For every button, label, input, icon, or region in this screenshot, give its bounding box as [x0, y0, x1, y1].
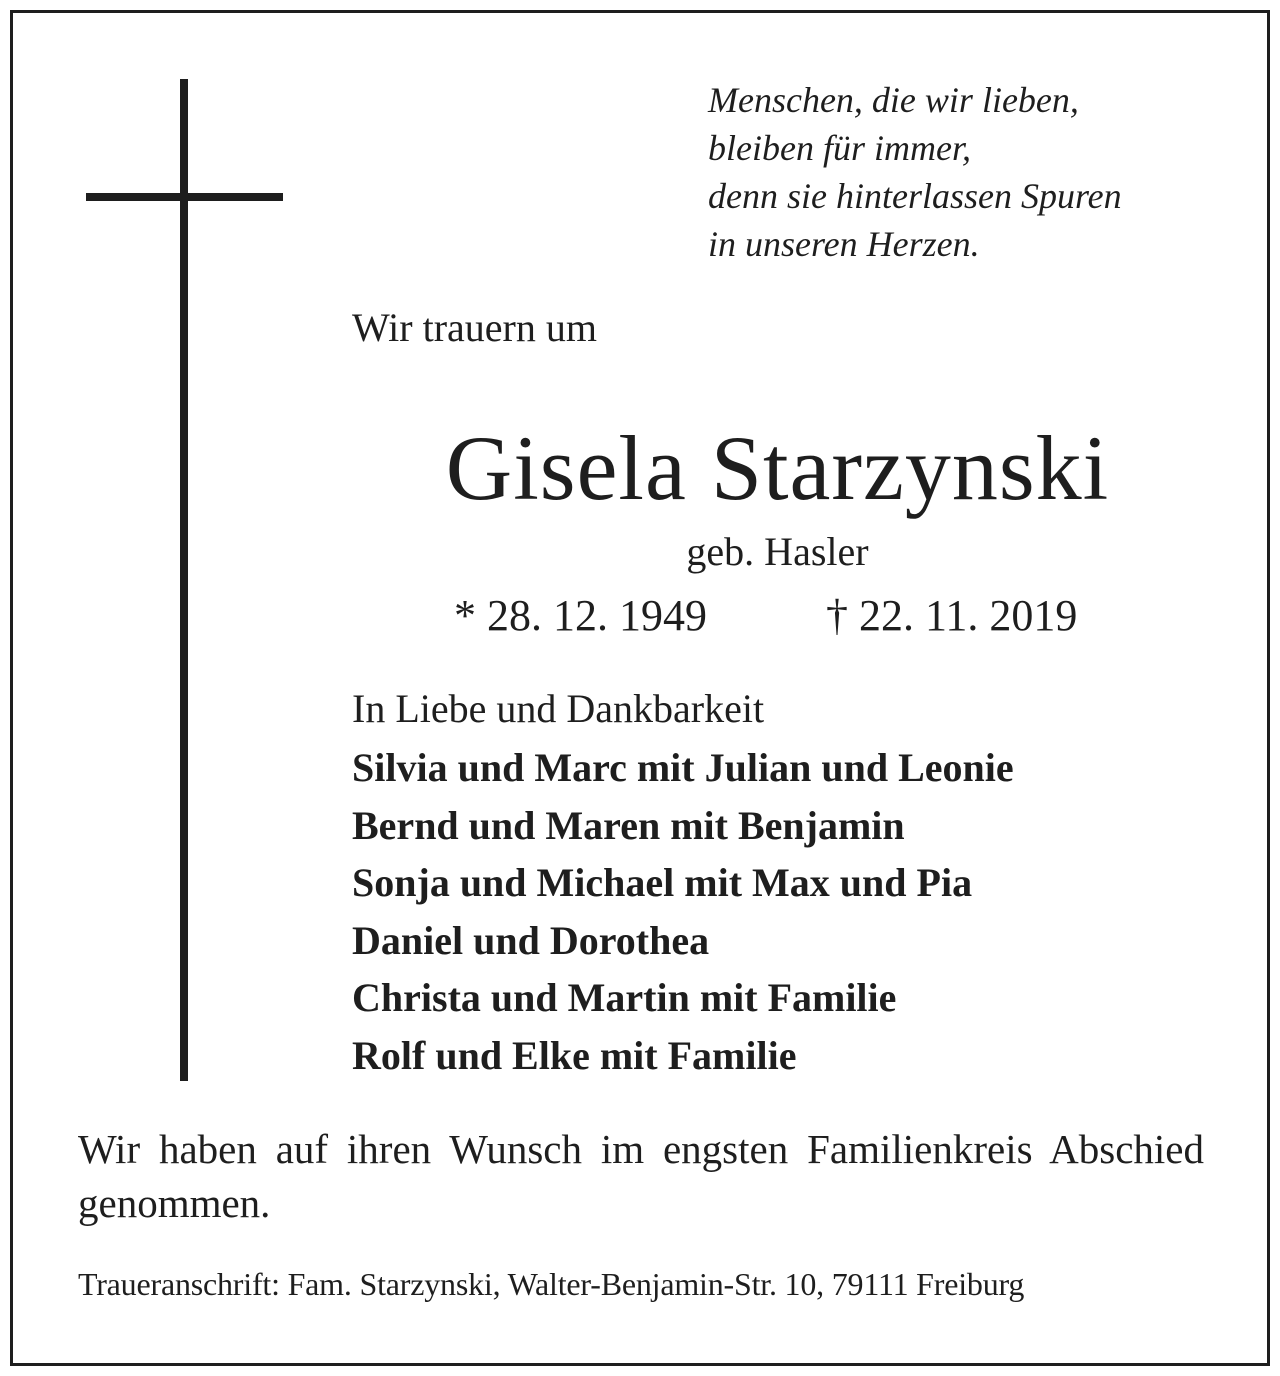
maiden-name: geb. Hasler — [686, 529, 869, 574]
mourning-intro: Wir trauern um — [352, 305, 597, 350]
quote-line: Menschen, die wir lieben, — [708, 80, 1079, 120]
mourner-line: Silvia und Marc mit Julian und Leonie — [352, 745, 1014, 790]
quote-line: denn sie hinterlassen Spuren — [708, 176, 1122, 216]
mourner-line: Rolf und Elke mit Familie — [352, 1032, 797, 1078]
closing-phrase: In Liebe und Dankbarkeit — [352, 686, 765, 731]
mourner-line: Sonja und Michael mit Max und Pia — [352, 860, 973, 905]
quote-line: bleiben für immer, — [708, 128, 971, 168]
mourner-line: Bernd und Maren mit Benjamin — [352, 802, 905, 848]
cross-icon-vertical-beam — [180, 79, 188, 1081]
deceased-name: Gisela Starzynski — [445, 417, 1110, 519]
death-date: † 22. 11. 2019 — [826, 591, 1078, 640]
mourner-line: Christa und Martin mit Familie — [352, 975, 897, 1020]
quote-line: in unseren Herzen. — [708, 224, 980, 264]
mourner-line: Daniel und Dorothea — [352, 917, 710, 963]
birth-date: * 28. 12. 1949 — [454, 591, 707, 640]
cross-icon-horizontal-beam — [86, 193, 283, 201]
mourners-list — [352, 739, 1014, 1084]
memorial-quote — [708, 76, 1268, 268]
farewell-note: Wir haben auf ihren Wunsch im engsten Familienkreis Abschied genommen. — [78, 1126, 1204, 1226]
mourning-address: Traueranschrift: Fam. Starzynski, Walter-Benjamin-Str. 10, 79111 Freiburg — [78, 1266, 1025, 1302]
